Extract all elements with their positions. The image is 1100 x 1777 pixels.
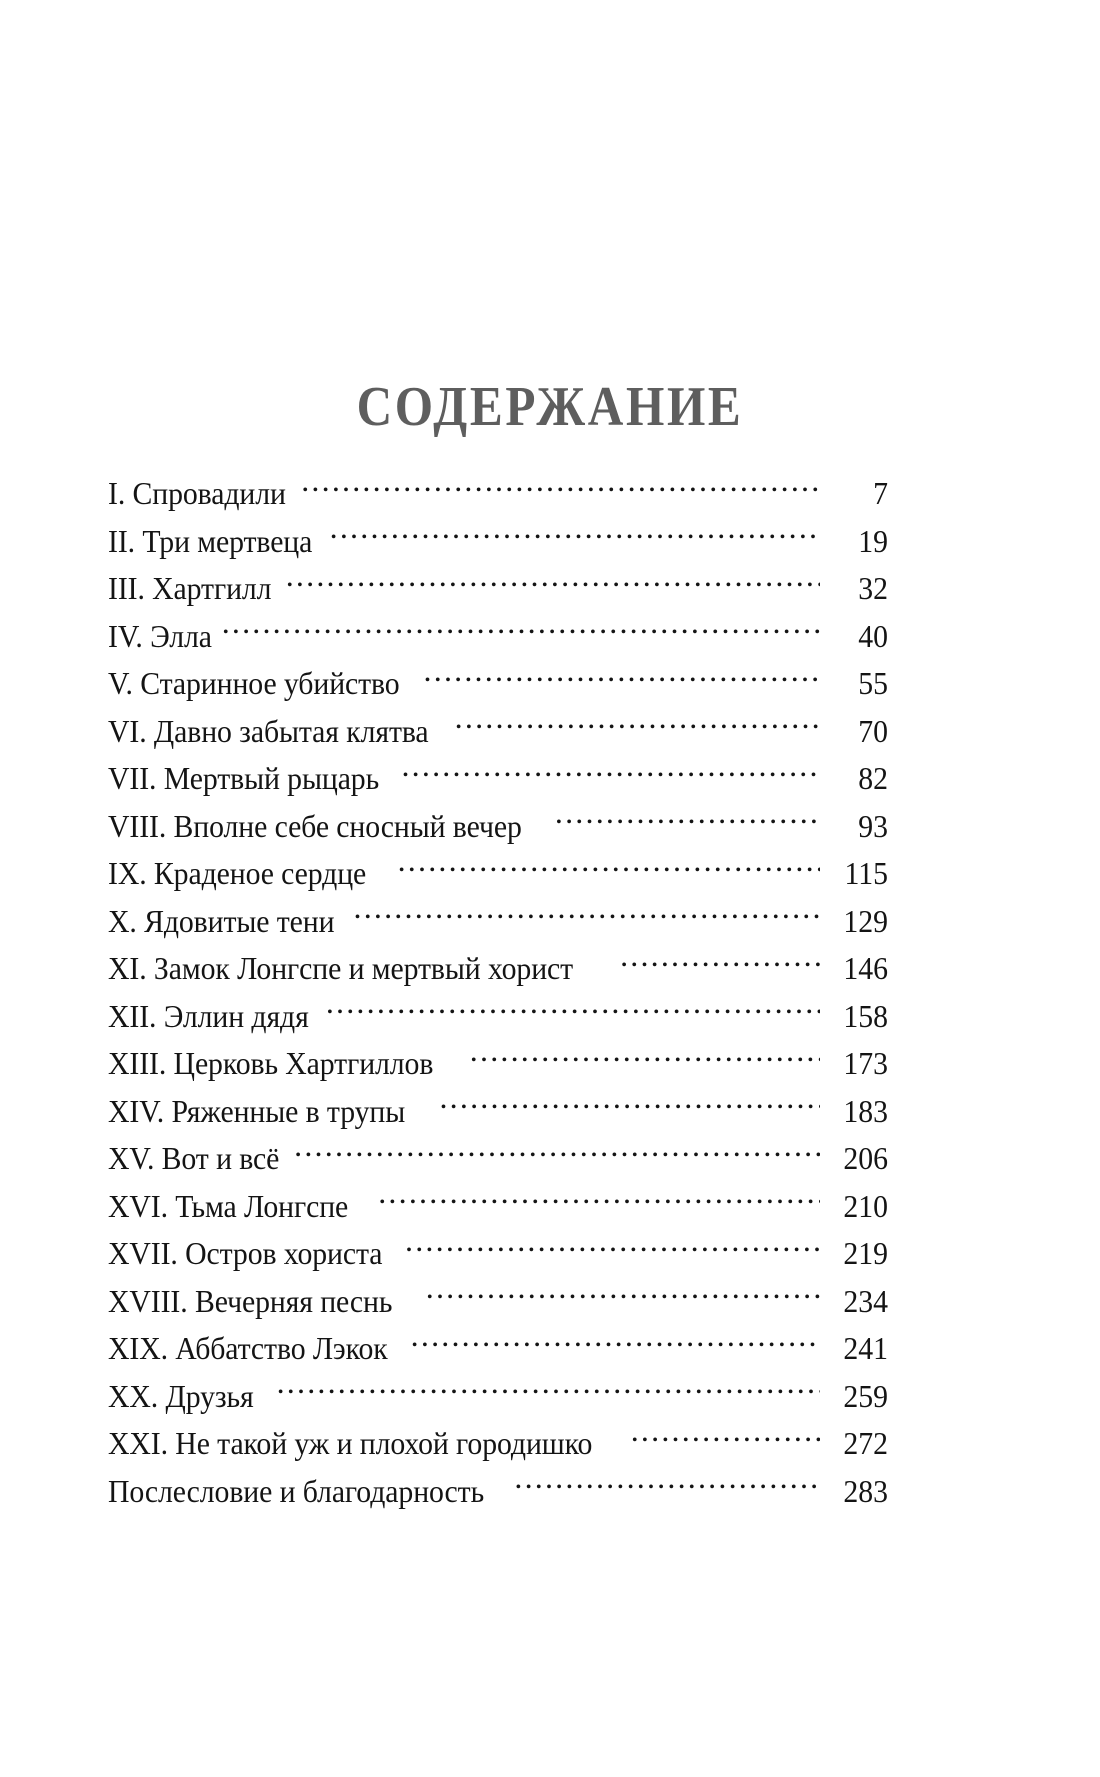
table-of-contents-list [108,470,888,1515]
toc-entry-page-number: 55 [858,665,888,701]
toc-entry[interactable] [108,755,888,803]
toc-entry[interactable] [108,708,888,756]
toc-entry-page-number: 115 [844,855,888,891]
toc-entry-label: XIX. Аббатство Лэкок [108,1330,388,1366]
toc-entry[interactable] [108,470,888,518]
toc-entry-page-number: 234 [843,1282,888,1319]
toc-entry[interactable] [108,660,888,708]
toc-entry-page-number: 259 [843,1377,888,1414]
toc-entry-page-number: 129 [843,902,888,939]
toc-entry-label: XXI. Не такой уж и плохой городишко [108,1425,593,1461]
toc-dot-leader [631,1422,820,1454]
toc-dot-leader [354,900,821,932]
toc-entry-page-number: 146 [843,950,888,986]
toc-dot-leader [424,662,820,694]
toc-entry[interactable] [108,1088,888,1136]
toc-entry-label: IX. Краденое сердце [108,855,367,891]
toc-entry-page-number: 19 [858,522,888,559]
toc-entry-page-number: 241 [843,1330,888,1366]
toc-entry-page-number: 158 [843,997,888,1034]
toc-entry[interactable] [108,850,888,898]
toc-entry[interactable] [108,565,888,613]
toc-entry[interactable] [108,1040,888,1088]
toc-entry-label: XVI. Тьма Лонгспе [108,1187,349,1224]
toc-entry-label: VII. Мертвый рыцарь [108,760,380,796]
toc-entry-label: XIV. Ряженные в трупы [108,1092,406,1129]
toc-entry-page-number: 82 [858,760,888,796]
toc-dot-leader [470,1042,820,1074]
toc-dot-leader [301,472,820,504]
toc-entry-label: VIII. Вполне себе сносный вечер [108,807,522,844]
toc-entry-label: VI. Давно забытая клятва [108,712,429,749]
toc-dot-leader [439,1090,820,1122]
toc-dot-leader [426,1280,820,1312]
toc-dot-leader [398,852,820,884]
toc-entry-label: XV. Вот и всё [108,1140,280,1176]
toc-dot-leader [277,1375,820,1407]
toc-entry-label: XX. Друзья [108,1377,254,1414]
toc-entry[interactable] [108,613,888,661]
toc-entry-label: XIII. Церковь Хартгиллов [108,1045,434,1081]
toc-entry[interactable] [108,993,888,1041]
toc-entry-page-number: 183 [843,1092,888,1129]
toc-dot-leader [455,710,820,742]
toc-entry[interactable] [108,1420,888,1468]
toc-entry-page-number: 173 [843,1045,888,1081]
toc-entry-label: X. Ядовитые тени [108,902,335,939]
toc-entry-label: XII. Эллин дядя [108,997,309,1034]
toc-entry-label: III. Хартгилл [108,570,272,606]
toc-entry[interactable] [108,1325,888,1373]
toc-entry[interactable] [108,1468,888,1516]
toc-entry-label: V. Старинное убийство [108,665,400,701]
toc-dot-leader [411,1327,820,1359]
toc-dot-leader [286,567,820,599]
toc-entry[interactable] [108,898,888,946]
toc-entry[interactable] [108,518,888,566]
toc-entry[interactable] [108,945,888,993]
toc-dot-leader [405,1232,820,1264]
toc-entry-page-number: 7 [873,475,888,511]
toc-entry-label: II. Три мертвеца [108,522,313,559]
toc-dot-leader [514,1470,820,1502]
toc-entry[interactable] [108,1183,888,1231]
toc-dot-leader [330,520,820,552]
toc-entry-label: IV. Элла [108,617,212,654]
toc-entry-label: XI. Замок Лонгспе и мертвый хорист [108,950,574,986]
toc-dot-leader [222,615,820,647]
toc-entry-label: XVIII. Вечерняя песнь [108,1282,393,1319]
toc-entry[interactable] [108,1373,888,1421]
toc-entry[interactable] [108,803,888,851]
toc-entry-page-number: 40 [858,617,888,654]
toc-entry[interactable] [108,1278,888,1326]
toc-entry-label: Послесловие и благодарность [108,1472,485,1509]
toc-entry[interactable] [108,1135,888,1183]
toc-dot-leader [326,995,820,1027]
toc-entry-page-number: 70 [858,712,888,749]
toc-entry[interactable] [108,1230,888,1278]
toc-entry-page-number: 219 [843,1235,888,1271]
toc-entry-page-number: 272 [843,1425,888,1461]
toc-entry-page-number: 283 [843,1472,888,1509]
toc-dot-leader [620,947,820,979]
toc-dot-leader [294,1137,820,1169]
toc-entry-page-number: 206 [843,1140,888,1176]
toc-entry-page-number: 93 [858,807,888,844]
toc-entry-label: I. Спровадили [108,475,286,511]
page-title: СОДЕРЖАНИЕ [356,375,744,438]
toc-dot-leader [378,1185,820,1217]
toc-entry-page-number: 32 [858,570,888,606]
toc-entry-page-number: 210 [843,1187,888,1224]
toc-dot-leader [555,805,820,837]
toc-entry-label: XVII. Остров хориста [108,1235,383,1271]
toc-dot-leader [401,757,820,789]
